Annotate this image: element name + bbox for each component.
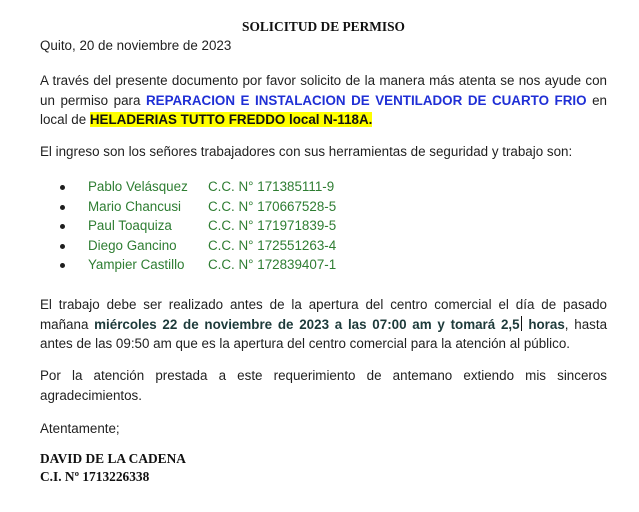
bullet-icon (60, 224, 65, 229)
schedule-duration-unit: horas (522, 316, 565, 332)
worker-name: Yampier Castillo (88, 257, 185, 273)
signature-block (40, 450, 186, 485)
bullet-icon (60, 185, 65, 190)
schedule-paragraph (40, 295, 607, 354)
worker-name: Pablo Velásquez (88, 179, 188, 194)
worker-id: C.C. N° 172839407-1 (208, 257, 337, 273)
worker-id: C.C. N° 171385111-9 (208, 179, 335, 194)
job-description: REPARACION E INSTALACION DE VENTILADOR DE CUARTO FRIO (145, 92, 587, 108)
bullet-icon (60, 205, 65, 210)
worker-name: Paul Toaquiza (88, 218, 172, 234)
worker-name: Diego Gancino (88, 237, 177, 253)
document-title: SOLICITUD DE PERMISO (242, 19, 405, 34)
worker-id: C.C. N° 172551263-4 (208, 237, 337, 253)
closing-line: Atentamente; (40, 421, 120, 436)
workers-intro-paragraph: El ingreso son los señores trabajadores con sus herramientas de seguridad y trabajo son: (40, 144, 573, 159)
schedule-datetime: miércoles 22 de noviembre de 2023 a las 07:00 am y tomará 2,5 (94, 316, 520, 332)
request-text-a: A través del presente documento por favor solicito de la manera más atenta se nos ayude con un permiso para (40, 73, 607, 108)
worker-id: C.C. N° 171971839-5 (208, 218, 337, 234)
worker-name: Mario Chancusi (88, 198, 182, 214)
bullet-icon (60, 263, 65, 268)
location-highlight: HELADERIAS TUTTO FREDDO local N-118A. (89, 112, 373, 127)
bullet-icon (60, 244, 65, 249)
request-paragraph (40, 71, 607, 130)
signature-name: DAVID DE LA CADENA (40, 451, 186, 466)
thanks-paragraph: Por la atención prestada a este requerimiento de antemano extiendo mis sinceros agradecimientos. (40, 368, 607, 403)
text-cursor (521, 316, 522, 331)
request-text-b: en local de (40, 92, 607, 127)
signature-id: C.I. Nº 1713226338 (40, 468, 150, 484)
worker-id: C.C. N° 170667528-5 (208, 198, 337, 214)
schedule-text-a: El trabajo debe ser realizado antes de la apertura del centro comercial el día de pasado mañana (40, 297, 607, 332)
date-line: Quito, 20 de noviembre de 2023 (40, 38, 232, 53)
schedule-text-b: , hasta antes de las 09:50 am que es la apertura del centro comercial para la atención al público. (40, 316, 608, 351)
